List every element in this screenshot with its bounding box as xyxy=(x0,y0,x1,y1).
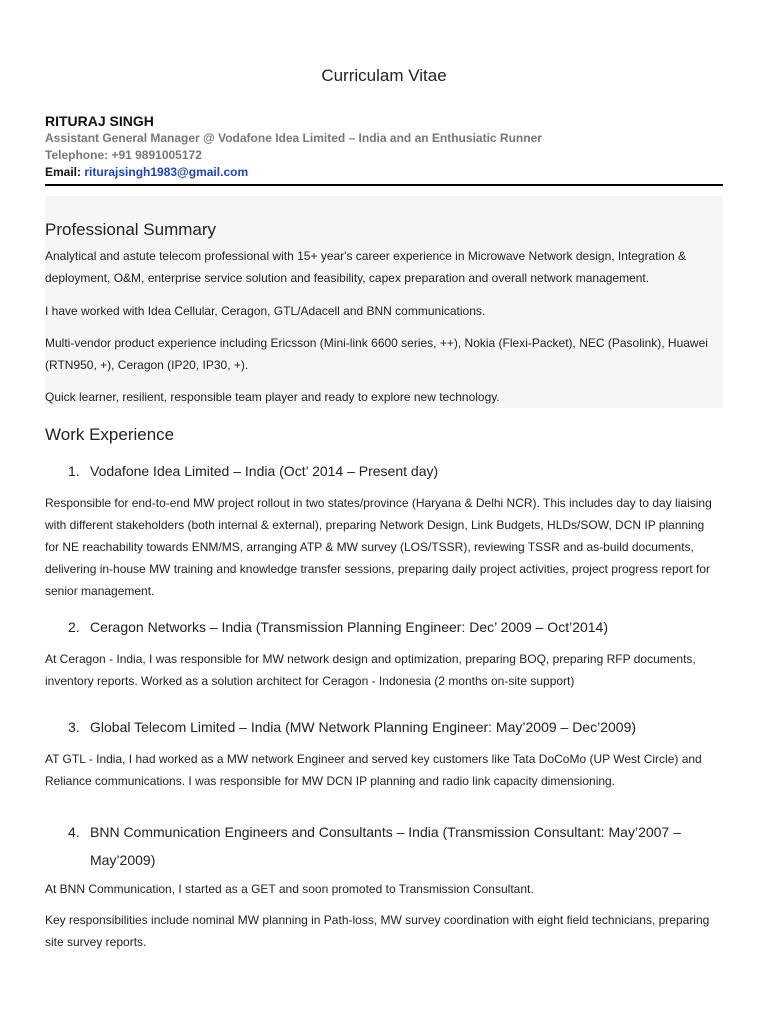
work-heading: Work Experience xyxy=(45,425,175,444)
document-title: Curriculam Vitae xyxy=(321,66,447,85)
job-title-2 xyxy=(68,613,718,641)
job-description-4b: Key responsibilities include nominal MW planning in Path-loss, MW survey coordination with eight field technicians, preparing site survey reports. xyxy=(45,913,710,949)
job-title-text: BNN Communication Engineers and Consultants – India (Transmission Consultant: May’2007 – May’2009) xyxy=(90,824,681,868)
header-divider xyxy=(45,184,723,186)
contact-header xyxy=(45,112,723,181)
job-title-1 xyxy=(68,457,718,485)
job-description-4: At BNN Communication, I started as a GET and soon promoted to Transmission Consultant. xyxy=(45,882,534,896)
summary-heading: Professional Summary xyxy=(45,220,217,239)
job-number: 1. xyxy=(68,463,80,479)
candidate-name: RITURAJ SINGH xyxy=(45,113,154,129)
summary-paragraph-4: Quick learner, resilient, responsible team player and ready to explore new technology. xyxy=(45,390,500,404)
job-title-4 xyxy=(68,818,718,874)
telephone: Telephone: +91 9891005172 xyxy=(45,148,202,162)
job-description-3: AT GTL - India, I had worked as a MW network Engineer and served key customers like Tata DoCoMo (UP West Circle) and Reliance communications. I was responsible for MW DCN IP planning and radio link capacity dimensioning. xyxy=(45,752,702,788)
job-description-1: Responsible for end-to-end MW project rollout in two states/province (Haryana & Delhi NCR). This includes day to day liaising with different stakeholders (both internal & external), preparing Network Design, Link Budgets, HLDs/SOW, DCN IP planning for NE reachability towards ENM/MS, arranging ATP & MW survey (LOS/TSSR), reviewing TSSR and as-build documents, delivering in-house MW training and knowledge transfer sessions, preparing daily project activities, project progress report for senior management. xyxy=(45,496,712,598)
summary-paragraph-1: Analytical and astute telecom professional with 15+ year's career experience in Microwave Network design, Integration & deployment, O&M, enterprise service solution and feasibility, capex preparation and overall network management. xyxy=(45,249,686,285)
job-title-text: Global Telecom Limited – India (MW Network Planning Engineer: May’2009 – Dec’2009) xyxy=(90,719,637,735)
job-title-text: Vodafone Idea Limited – India (Oct’ 2014 – Present day) xyxy=(90,463,439,479)
email-line xyxy=(45,164,723,181)
summary-paragraph-2: I have worked with Idea Cellular, Ceragon, GTL/Adacell and BNN communications. xyxy=(45,304,486,318)
job-title-3 xyxy=(68,713,718,741)
summary-paragraph-3: Multi-vendor product experience including Ericsson (Mini-link 6600 series, ++), Nokia (Flexi-Packet), NEC (Pasolink), Huawei (RTN950, +), Ceragon (IP20, IP30, +). xyxy=(45,336,708,372)
email-link[interactable]: riturajsingh1983@gmail.com xyxy=(84,165,249,179)
job-title-text: Ceragon Networks – India (Transmission Planning Engineer: Dec’ 2009 – Oct’2014) xyxy=(90,619,609,635)
job-description-2: At Ceragon - India, I was responsible for MW network design and optimization, preparing BOQ, preparing RFP documents, inventory reports. Worked as a solution architect for Ceragon - Indonesia (2 months on-site support) xyxy=(45,652,696,688)
job-number: 3. xyxy=(68,719,80,735)
job-number: 4. xyxy=(68,824,80,840)
job-number: 2. xyxy=(68,619,80,635)
email-label: Email: xyxy=(45,165,85,179)
candidate-role: Assistant General Manager @ Vodafone Idea Limited – India and an Enthusiatic Runner xyxy=(45,131,542,145)
